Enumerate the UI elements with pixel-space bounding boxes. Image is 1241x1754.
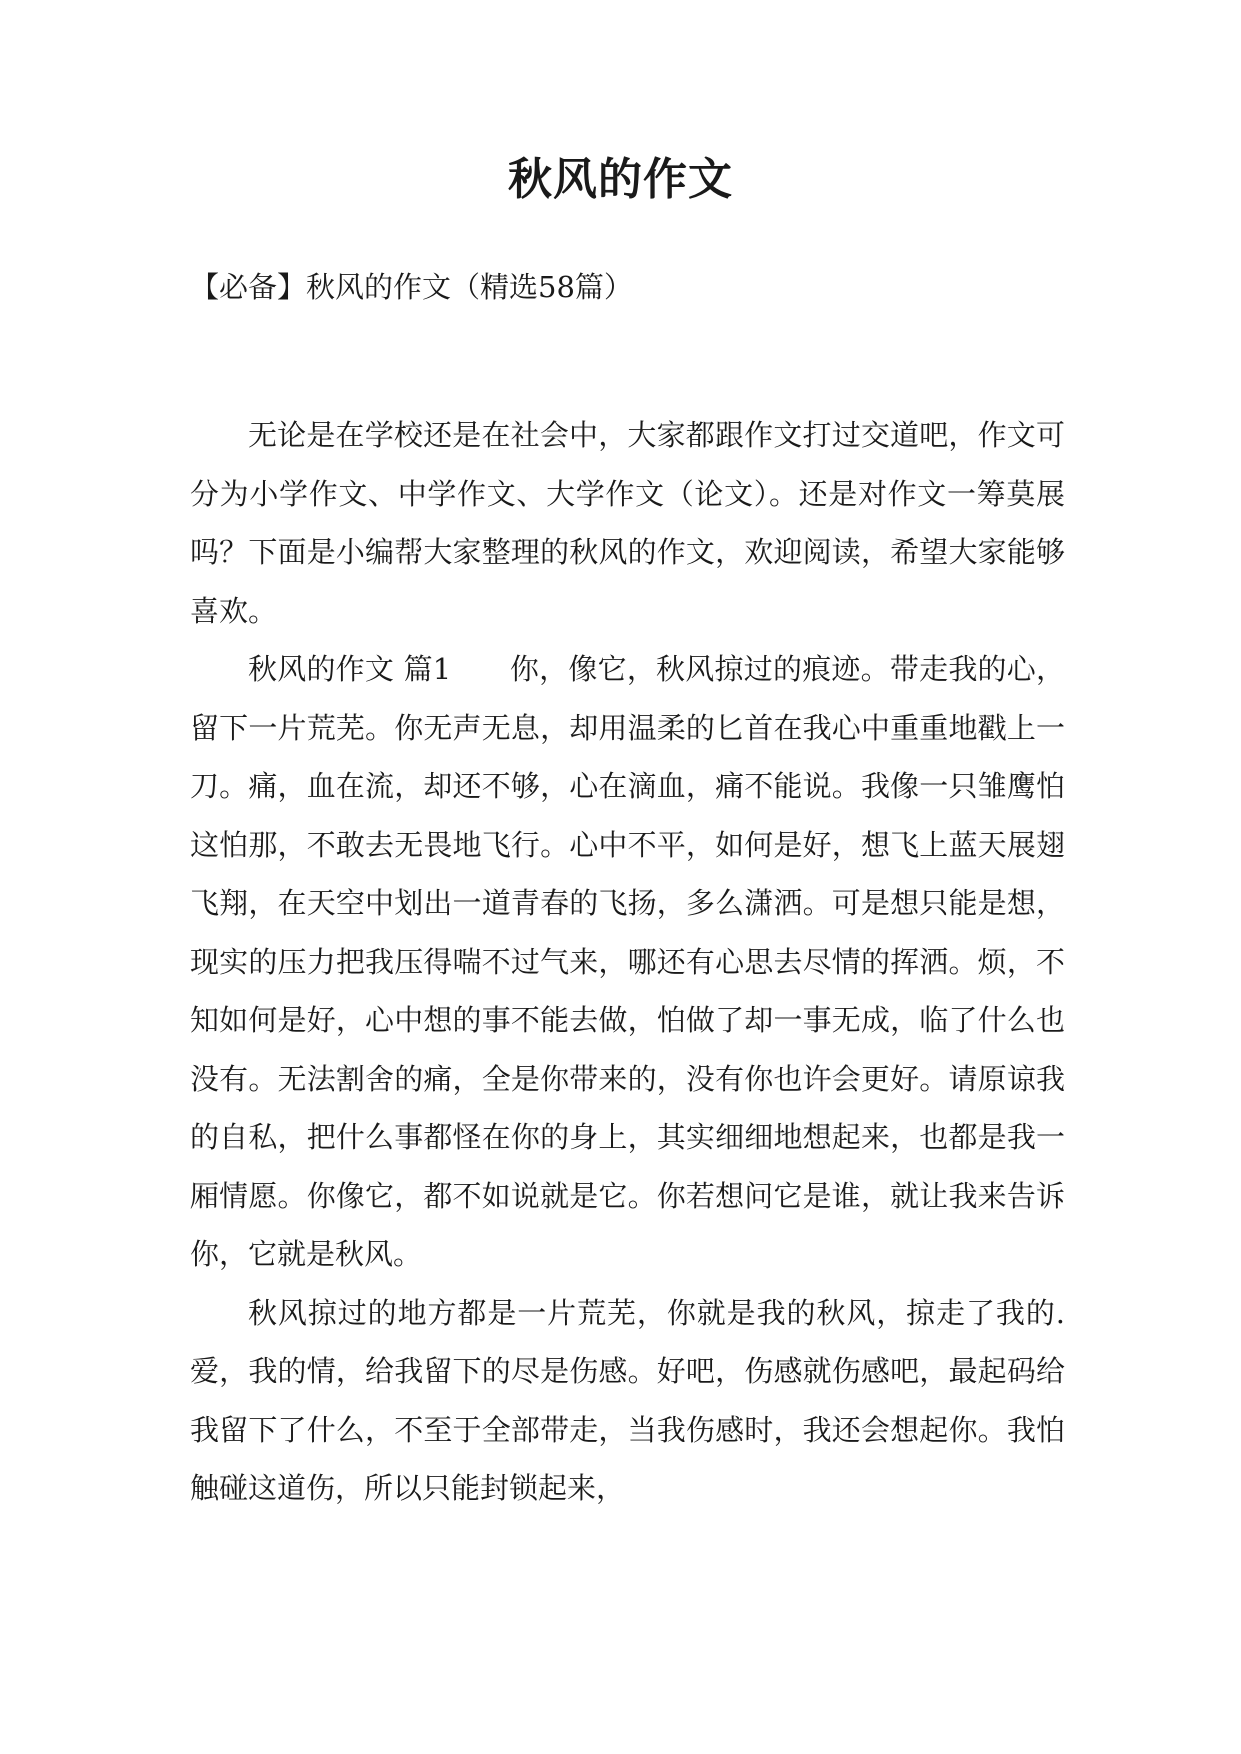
- paragraph-essay-1-continued: 秋风掠过的地方都是一片荒芜，你就是我的秋风，掠走了我的.爱，我的情，给我留下的尽是伤感。好吧，伤感就伤感吧，最起码给我留下了什么，不至于全部带走，当我伤感时，我还会想起你。我怕触碰这道伤，所以只能封锁起来，: [190, 1295, 1065, 1505]
- paragraph-intro: 无论是在学校还是在社会中，大家都跟作文打过交道吧，作文可分为小学作文、中学作文、大学作文（论文）。还是对作文一筹莫展吗？下面是小编帮大家整理的秋风的作文，欢迎阅读，希望大家能够喜欢。: [190, 418, 1065, 628]
- document-subtitle: 【必备】秋风的作文（精选58篇）: [190, 270, 633, 304]
- document-title: 秋风的作文: [508, 154, 733, 205]
- paragraph-essay-1: 秋风的作文 篇1 你，像它，秋风掠过的痕迹。带走我的心，留下一片荒芜。你无声无息，却用温柔的匕首在我心中重重地戳上一刀。痛，血在流，却还不够，心在滴血，痛不能说。我像一只雏鹰怕这怕那，不敢去无畏地飞行。心中不平，如何是好，想飞上蓝天展翅飞翔，在天空中划出一道青春的飞扬，多么潇洒。可是想只能是想，现实的压力把我压得喘不过气来，哪还有心思去尽情的挥洒。烦，不知如何是好，心中想的事不能去做，怕做了却一事无成，临了什么也没有。无法割舍的痛，全是你带来的，没有你也许会更好。请原谅我的自私，把什么事都怪在你的身上，其实细细地想起来，也都是我一厢情愿。你像它，都不如说就是它。你若想问它是谁，就让我来告诉你，它就是秋风。: [190, 652, 1065, 1271]
- document-body: [190, 406, 1065, 1518]
